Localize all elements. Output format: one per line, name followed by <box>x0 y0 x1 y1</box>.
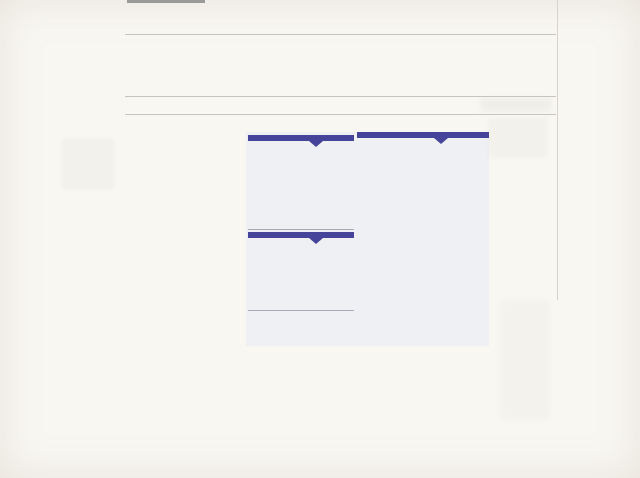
page-fold-edge <box>557 0 558 300</box>
showthrough-ghost <box>480 98 552 112</box>
bar-charts-column <box>248 135 354 312</box>
charts-block <box>246 132 489 346</box>
top-crop-strip <box>127 0 205 3</box>
chart2-title-banner <box>357 132 489 138</box>
drop-cap <box>151 131 153 133</box>
subhead-rule <box>125 114 556 115</box>
line-chart-panel <box>357 132 489 346</box>
masthead-rule <box>125 34 556 35</box>
masthead <box>548 21 556 31</box>
showthrough-ghost <box>62 138 114 190</box>
article-column-1 <box>151 131 243 478</box>
banner-notch <box>434 138 448 144</box>
headline-rule <box>125 96 556 97</box>
chart1-plot <box>248 141 354 230</box>
chart2-line-chart <box>357 138 489 320</box>
article-column-4 <box>415 349 490 478</box>
article-column-2 <box>247 349 322 478</box>
chart3-plot <box>248 244 354 311</box>
article-column-3 <box>331 349 406 478</box>
showthrough-ghost <box>500 300 550 420</box>
chart3-title-banner <box>248 232 354 238</box>
showthrough-ghost <box>488 118 548 158</box>
bottom-columns <box>247 349 490 478</box>
